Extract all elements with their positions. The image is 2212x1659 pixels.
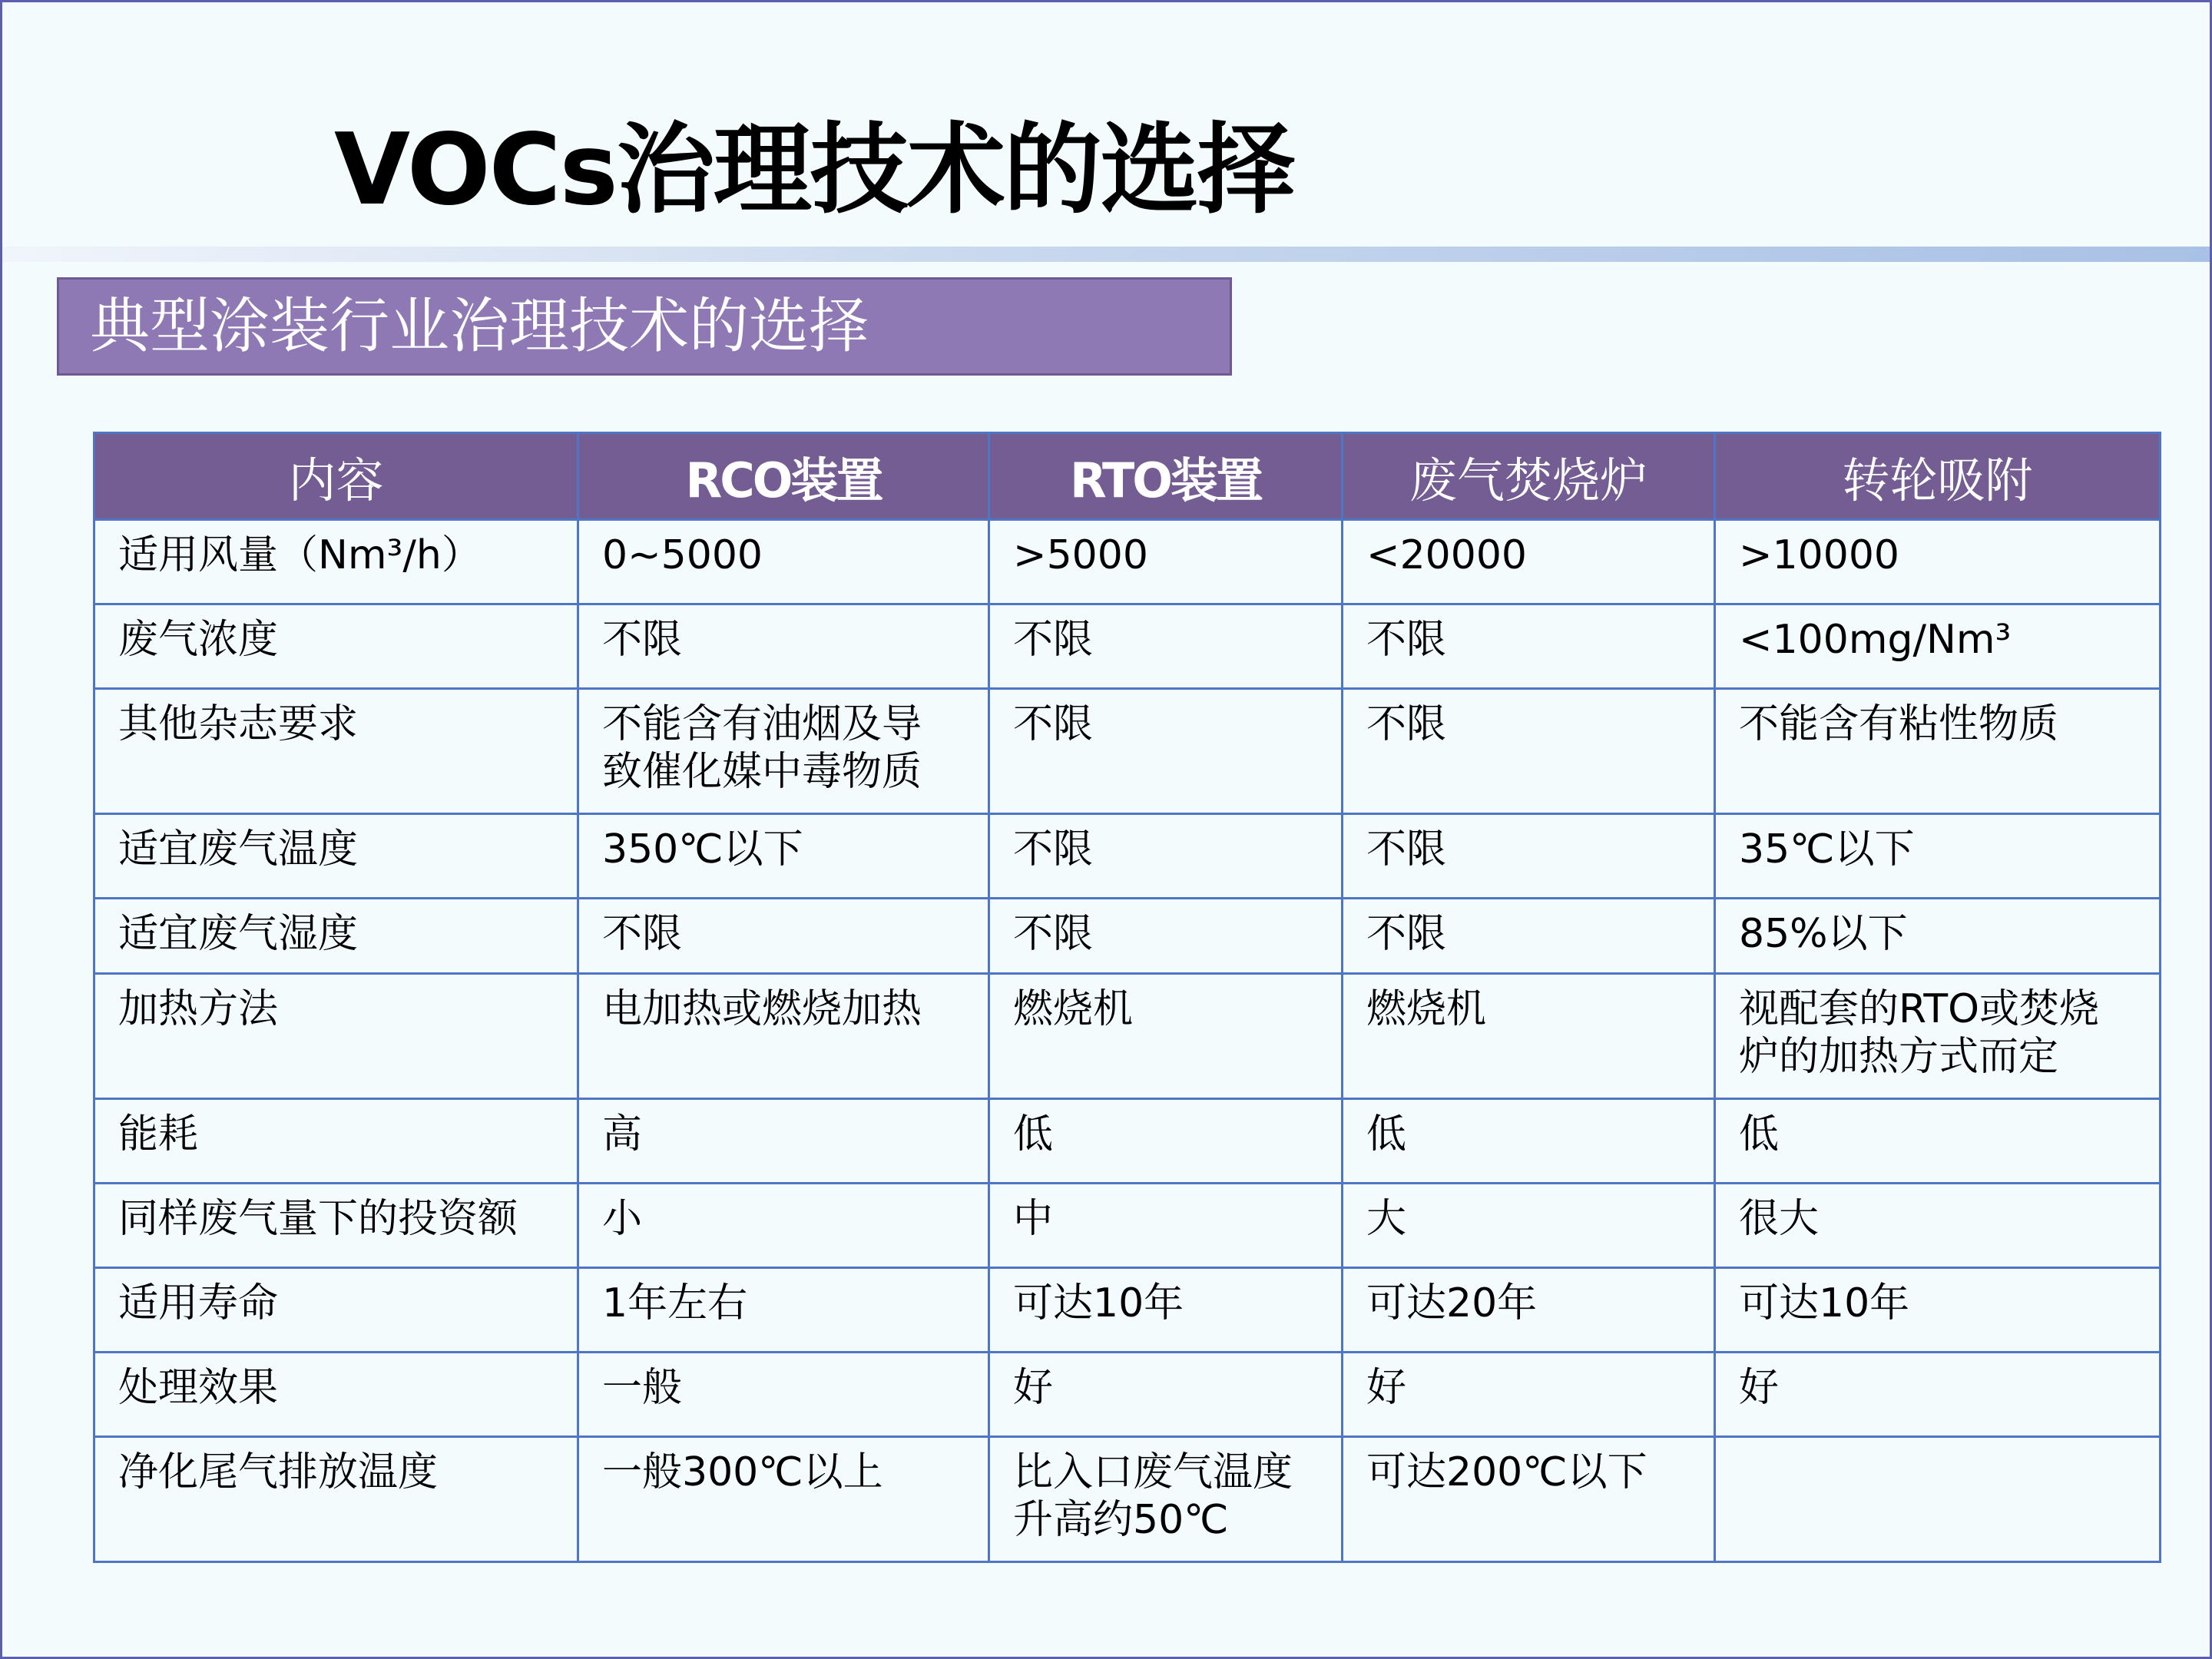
table-cell: 可达200℃以下 (1343, 1437, 1715, 1562)
table-cell: 适宜废气温度 (94, 814, 578, 899)
table-cell: 处理效果 (94, 1353, 578, 1437)
table-cell: 能耗 (94, 1099, 578, 1184)
table-cell: 好 (1715, 1353, 2161, 1437)
table-cell: 不限 (989, 604, 1343, 689)
table-cell: 1年左右 (578, 1268, 989, 1353)
table-cell: 高 (578, 1099, 989, 1184)
table-cell: 其他杂志要求 (94, 689, 578, 814)
table-row (94, 1437, 2161, 1562)
table-row (94, 689, 2161, 814)
header-rco-label: RCO装置 (685, 452, 882, 508)
table-cell: 85%以下 (1715, 899, 2161, 974)
table-cell: 不限 (989, 814, 1343, 899)
title-divider (2, 247, 2210, 262)
table-cell: 不限 (578, 604, 989, 689)
table-row (94, 1184, 2161, 1268)
table-cell: 不限 (1343, 604, 1715, 689)
table-row (94, 604, 2161, 689)
header-rto-label: RTO装置 (1070, 452, 1261, 508)
table-row (94, 520, 2161, 604)
table-cell: 不限 (578, 899, 989, 974)
table-cell: >5000 (989, 520, 1343, 604)
table-cell: 大 (1343, 1184, 1715, 1268)
table-cell: 适用风量（Nm³/h） (94, 520, 578, 604)
header-content: 内容 (94, 433, 578, 520)
table-cell: 不限 (1343, 814, 1715, 899)
table-cell: 废气浓度 (94, 604, 578, 689)
table-cell: 35℃以下 (1715, 814, 2161, 899)
header-rotor-adsorption: 转轮吸附 (1715, 433, 2161, 520)
table-cell: 很大 (1715, 1184, 2161, 1268)
table-cell (1715, 1437, 2161, 1562)
table-row (94, 814, 2161, 899)
table-cell: 350℃以下 (578, 814, 989, 899)
header-incinerator: 废气焚烧炉 (1343, 433, 1715, 520)
table-cell: 不限 (1343, 899, 1715, 974)
table-cell: 可达10年 (989, 1268, 1343, 1353)
table-cell: 适用寿命 (94, 1268, 578, 1353)
table-cell: 小 (578, 1184, 989, 1268)
table-cell: 电加热或燃烧加热 (578, 974, 989, 1099)
table-cell: 可达20年 (1343, 1268, 1715, 1353)
table-cell: 适宜废气湿度 (94, 899, 578, 974)
table-cell: 比入口废气温度 升高约50℃ (989, 1437, 1343, 1562)
table-row (94, 1353, 2161, 1437)
header-rto (989, 433, 1343, 520)
table-cell: 低 (1715, 1099, 2161, 1184)
table-cell: 不限 (989, 689, 1343, 814)
table-row (94, 1099, 2161, 1184)
table-cell: 中 (989, 1184, 1343, 1268)
table-cell: 净化尾气排放温度 (94, 1437, 578, 1562)
table-cell: 加热方法 (94, 974, 578, 1099)
table-cell: >10000 (1715, 520, 2161, 604)
table-cell: 一般300℃以上 (578, 1437, 989, 1562)
table-cell: 好 (989, 1353, 1343, 1437)
table-cell: 不限 (1343, 689, 1715, 814)
slide-title: VOCs治理技术的选择 (334, 113, 1294, 227)
table-row (94, 974, 2161, 1099)
table-row (94, 1268, 2161, 1353)
section-banner: 典型涂装行业治理技术的选择 (57, 277, 1232, 376)
table-cell: 同样废气量下的投资额 (94, 1184, 578, 1268)
header-rco (578, 433, 989, 520)
table-cell: 好 (1343, 1353, 1715, 1437)
table-cell: <20000 (1343, 520, 1715, 604)
table-cell: 可达10年 (1715, 1268, 2161, 1353)
table-cell: 视配套的RTO或焚烧 炉的加热方式而定 (1715, 974, 2161, 1099)
table-cell: 燃烧机 (1343, 974, 1715, 1099)
table-cell: 不限 (989, 899, 1343, 974)
table-cell: 0~5000 (578, 520, 989, 604)
table-cell: 不能含有油烟及导 致催化媒中毒物质 (578, 689, 989, 814)
table-cell: <100mg/Nm³ (1715, 604, 2161, 689)
table-header-row (94, 433, 2161, 520)
table-row (94, 899, 2161, 974)
table-cell: 一般 (578, 1353, 989, 1437)
table-cell: 低 (1343, 1099, 1715, 1184)
table-cell: 低 (989, 1099, 1343, 1184)
table-cell: 不能含有粘性物质 (1715, 689, 2161, 814)
comparison-table (93, 432, 2161, 1563)
table-cell: 燃烧机 (989, 974, 1343, 1099)
